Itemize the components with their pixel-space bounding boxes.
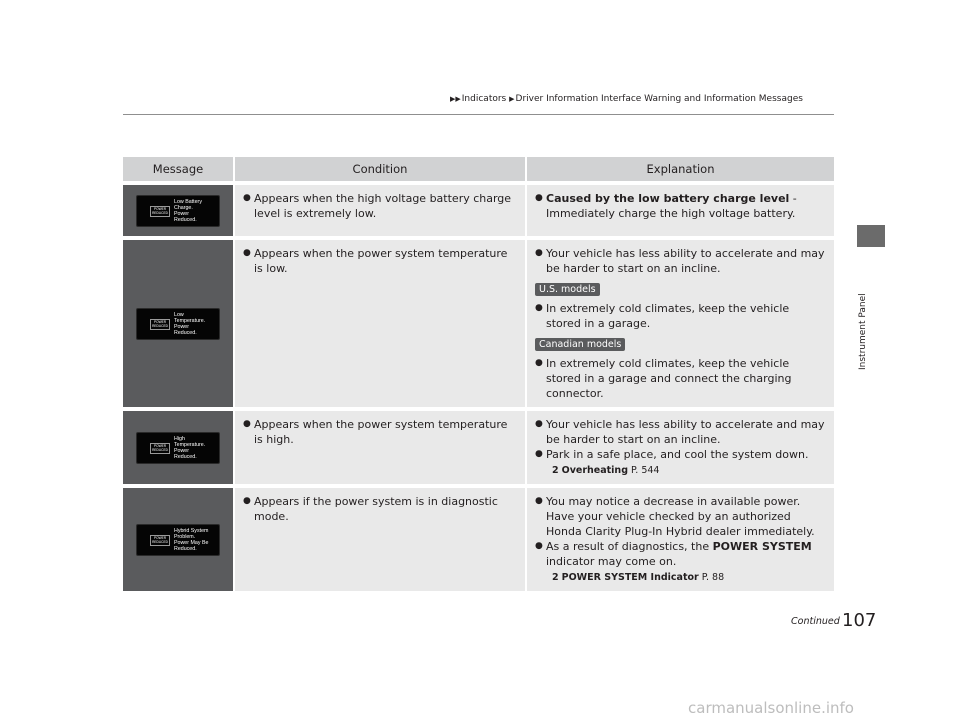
explanation-cell bbox=[525, 407, 834, 484]
condition-cell bbox=[233, 484, 525, 591]
explanation-text: ● In extremely cold climates, keep the vehicle stored in a garage and connect the charging connector. bbox=[535, 356, 826, 401]
region-badge-us: U.S. models bbox=[535, 283, 600, 296]
power-reduced-indicator-icon: POWER REDUCED bbox=[150, 535, 170, 546]
power-reduced-indicator-icon: POWER REDUCED bbox=[150, 443, 170, 454]
arrow-icon: ▶▶ bbox=[450, 95, 461, 103]
table-row bbox=[123, 236, 834, 407]
display-message-image bbox=[136, 308, 220, 340]
display-message-text: Hybrid System Problem. Power May Be Reduced. bbox=[174, 527, 209, 553]
explanation-text: ● You may notice a decrease in available power. Have your vehicle checked by an authorized Honda Clarity Plug-In Hybrid dealer immediately. bbox=[535, 494, 826, 539]
message-cell bbox=[123, 407, 233, 484]
condition-cell bbox=[233, 407, 525, 484]
cross-reference-link[interactable]: 2 POWER SYSTEM Indicator P. 88 bbox=[552, 572, 725, 583]
watermark: carmanualsonline.info bbox=[688, 699, 854, 717]
continued-label: Continued bbox=[791, 616, 840, 627]
explanation-text: ● As a result of diagnostics, the POWER SYSTEM indicator may come on. bbox=[535, 539, 826, 569]
explanation-text: ● Caused by the low battery charge level - Immediately charge the high voltage battery. bbox=[535, 191, 826, 221]
explanation-text: ● Park in a safe place, and cool the system down. bbox=[535, 447, 826, 462]
breadcrumb bbox=[450, 94, 803, 104]
explanation-cell bbox=[525, 484, 834, 591]
warning-messages-table bbox=[123, 157, 834, 591]
column-header: Condition bbox=[233, 157, 525, 181]
column-header: Message bbox=[123, 157, 233, 181]
power-reduced-indicator-icon: POWER REDUCED bbox=[150, 206, 170, 217]
power-reduced-indicator-icon: POWER REDUCED bbox=[150, 319, 170, 330]
chapter-tab bbox=[857, 225, 885, 247]
message-cell bbox=[123, 236, 233, 407]
display-message-text: High Temperature. Power Reduced. bbox=[174, 435, 206, 461]
table-header-row bbox=[123, 157, 834, 181]
condition-text: ● Appears if the power system is in diagnostic mode. bbox=[243, 494, 517, 524]
condition-text: ● Appears when the high voltage battery charge level is extremely low. bbox=[243, 191, 517, 221]
column-header: Explanation bbox=[525, 157, 834, 181]
message-cell bbox=[123, 484, 233, 591]
display-message-text: Low Temperature. Power Reduced. bbox=[174, 311, 206, 337]
explanation-cell bbox=[525, 181, 834, 236]
message-cell bbox=[123, 181, 233, 236]
page-number: 107 bbox=[842, 610, 877, 631]
condition-cell bbox=[233, 236, 525, 407]
condition-text: ● Appears when the power system temperature is high. bbox=[243, 417, 517, 447]
condition-text: ● Appears when the power system temperature is low. bbox=[243, 246, 517, 276]
arrow-icon: ▶ bbox=[509, 95, 515, 103]
header-rule bbox=[123, 114, 834, 115]
chapter-label: Instrument Panel bbox=[858, 293, 868, 370]
explanation-text: ● Your vehicle has less ability to accelerate and may be harder to start on an incline. bbox=[535, 417, 826, 447]
display-message-image bbox=[136, 432, 220, 464]
table-row bbox=[123, 407, 834, 484]
explanation-text: ● In extremely cold climates, keep the vehicle stored in a garage. bbox=[535, 301, 826, 331]
display-message-image bbox=[136, 524, 220, 556]
region-badge-canada: Canadian models bbox=[535, 338, 625, 351]
explanation-cell bbox=[525, 236, 834, 407]
condition-cell bbox=[233, 181, 525, 236]
explanation-text: ● Your vehicle has less ability to accelerate and may be harder to start on an incline. bbox=[535, 246, 826, 276]
display-message-text: Low Battery Charge. Power Reduced. bbox=[174, 198, 202, 224]
table-row bbox=[123, 181, 834, 236]
display-message-image bbox=[136, 195, 220, 227]
reference-icon: 2 bbox=[552, 465, 559, 476]
reference-icon: 2 bbox=[552, 572, 559, 583]
breadcrumb-section[interactable]: Indicators bbox=[461, 94, 507, 104]
breadcrumb-topic[interactable]: Driver Information Interface Warning and Information Messages bbox=[515, 94, 803, 104]
cross-reference-link[interactable]: 2 Overheating P. 544 bbox=[552, 465, 660, 476]
table-row bbox=[123, 484, 834, 591]
